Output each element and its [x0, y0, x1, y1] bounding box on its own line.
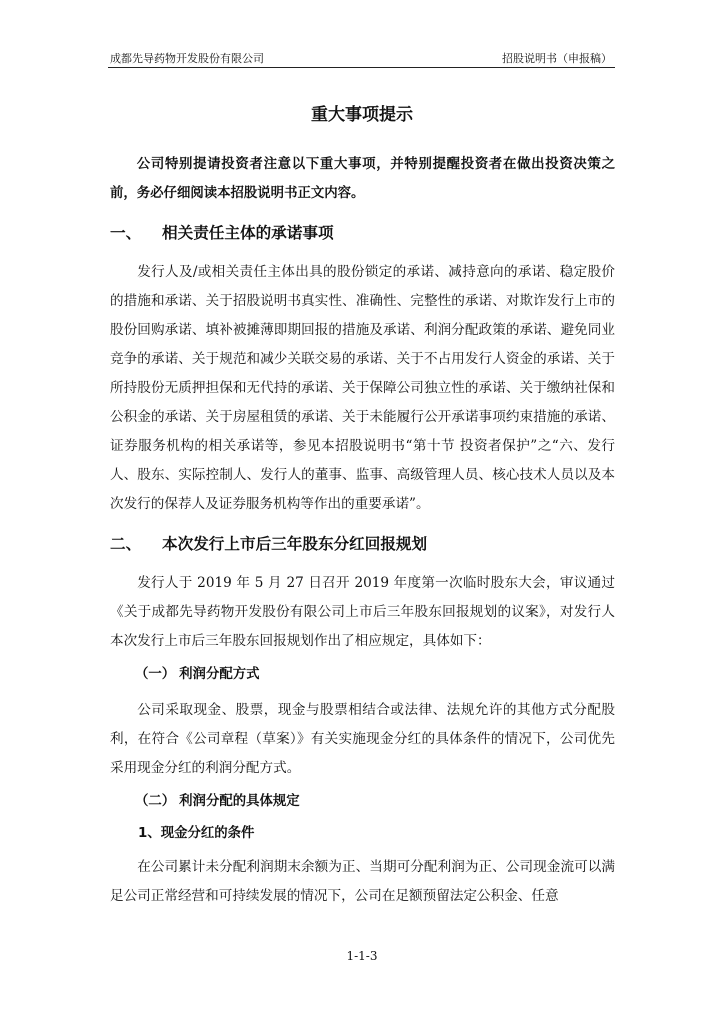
section-2-paragraph: 发行人于 2019 年 5 月 27 日召开 2019 年度第一次临时股东大会，审议通过《关于成都先导药物开发股份有限公司上市后三年股东回报规划的议案》，对发行人本次发行上市后三年股东回报规划作出了相应规定，具体如下：	[110, 575, 615, 649]
subsection-title: 利润分配方式	[179, 667, 260, 682]
subsection-heading-2	[110, 791, 615, 813]
section-heading-2	[110, 533, 615, 555]
header-divider	[108, 67, 615, 68]
section-1-paragraph: 发行人及/或相关责任主体出具的股份锁定的承诺、减持意向的承诺、稳定股价的措施和承诺、关于招股说明书真实性、准确性、完整性的承诺、对欺诈发行上市的股份回购承诺、填补被摊薄即期回报的措施及承诺、利润分配政策的承诺、避免同业竞争的承诺、关于规范和减少关联交易的承诺、关于不占用发行人资金的承诺、关于所持股份无质押担保和无代持的承诺、关于保障公司独立性的承诺、关于缴纳社保和公积金的承诺、关于房屋租赁的承诺、关于未能履行公开承诺事项约束措施的承诺、证券服务机构的相关承诺等，参见本招股说明书“第十节 投资者保护”之“六、发行人、股东、实际控制人、发行人的董事、监事、高级管理人员、核心技术人员以及本次发行的保荐人及证券服务机构等作出的重要承诺”。	[110, 264, 615, 512]
intro-paragraph: 公司特别提请投资者注意以下重大事项，并特别提醒投资者在做出投资决策之前，务必仔细阅读本招股说明书正文内容。	[110, 157, 615, 201]
header-document-type: 招股说明书（申报稿）	[502, 52, 612, 65]
subsection-number: （一）	[135, 667, 176, 682]
document-body	[110, 150, 615, 911]
header-company-name: 成都先导药物开发股份有限公司	[110, 52, 264, 65]
page-title: 重大事项提示	[311, 105, 413, 125]
subsection-heading-1	[110, 664, 615, 686]
page-number: 1-1-3	[346, 949, 378, 963]
item-1-paragraph: 在公司累计未分配利润期末余额为正、当期可分配利润为正、公司现金流可以满足公司正常经营和可持续发展的情况下，公司在足额预留法定公积金、任意	[110, 859, 615, 904]
section-number: 一、	[110, 224, 142, 242]
section-title: 相关责任主体的承诺事项	[162, 224, 334, 242]
section-heading-1	[110, 222, 615, 244]
item-heading-1: 1、现金分红的条件	[138, 826, 255, 841]
section-number: 二、	[110, 535, 142, 553]
subsection-title: 利润分配的具体规定	[179, 794, 300, 809]
subsection-number: （二）	[135, 794, 176, 809]
subsection-1-paragraph: 公司采取现金、股票，现金与股票相结合或法律、法规允许的其他方式分配股利，在符合《公司章程（草案）》有关实施现金分红的具体条件的情况下，公司优先采用现金分红的利润分配方式。	[110, 702, 615, 776]
section-title: 本次发行上市后三年股东分红回报规划	[162, 535, 428, 553]
